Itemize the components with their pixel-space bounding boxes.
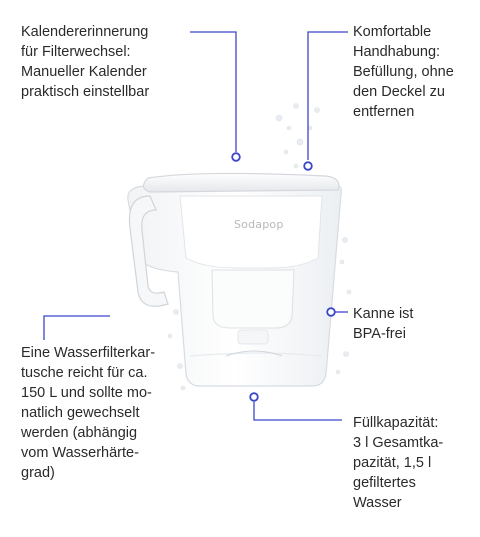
brand-logo: Sodapop [234,218,284,231]
filter-reservoir [180,196,322,268]
annotation-bpa-free: Kanne ist BPA-frei [353,306,414,342]
callout-line-capacity [254,402,342,420]
callout-line-handling [308,32,348,160]
pitcher-lid [143,173,338,192]
callout-line-cartridge [44,316,110,340]
callout-dot-handling [304,162,312,170]
callout-dot-capacity [250,393,258,401]
annotation-handling: Komfortable Handhabung: Befüllung, ohne den Deckel zu entfernen [353,24,454,120]
filter-cartridge [212,270,294,328]
callout-dot-bpa-free [327,308,335,316]
annotation-capacity: Füllkapazität: 3 l Gesamtka- pazität, 1,5 l gefiltertes Wasser [353,415,444,511]
callout-dot-filter-calendar [232,153,240,161]
callout-line-filter-calendar [190,32,236,152]
annotation-filter-calendar: Kalendererinnerung für Filterwechsel: Manueller Kalender praktisch einstellbar [21,24,150,100]
annotation-cartridge: Eine Wasserfilterkar- tusche reicht für ca. 150 L und sollte mo- natlich gewechselt werden (abhängig vom Wasserhärte- grad) [21,345,156,481]
